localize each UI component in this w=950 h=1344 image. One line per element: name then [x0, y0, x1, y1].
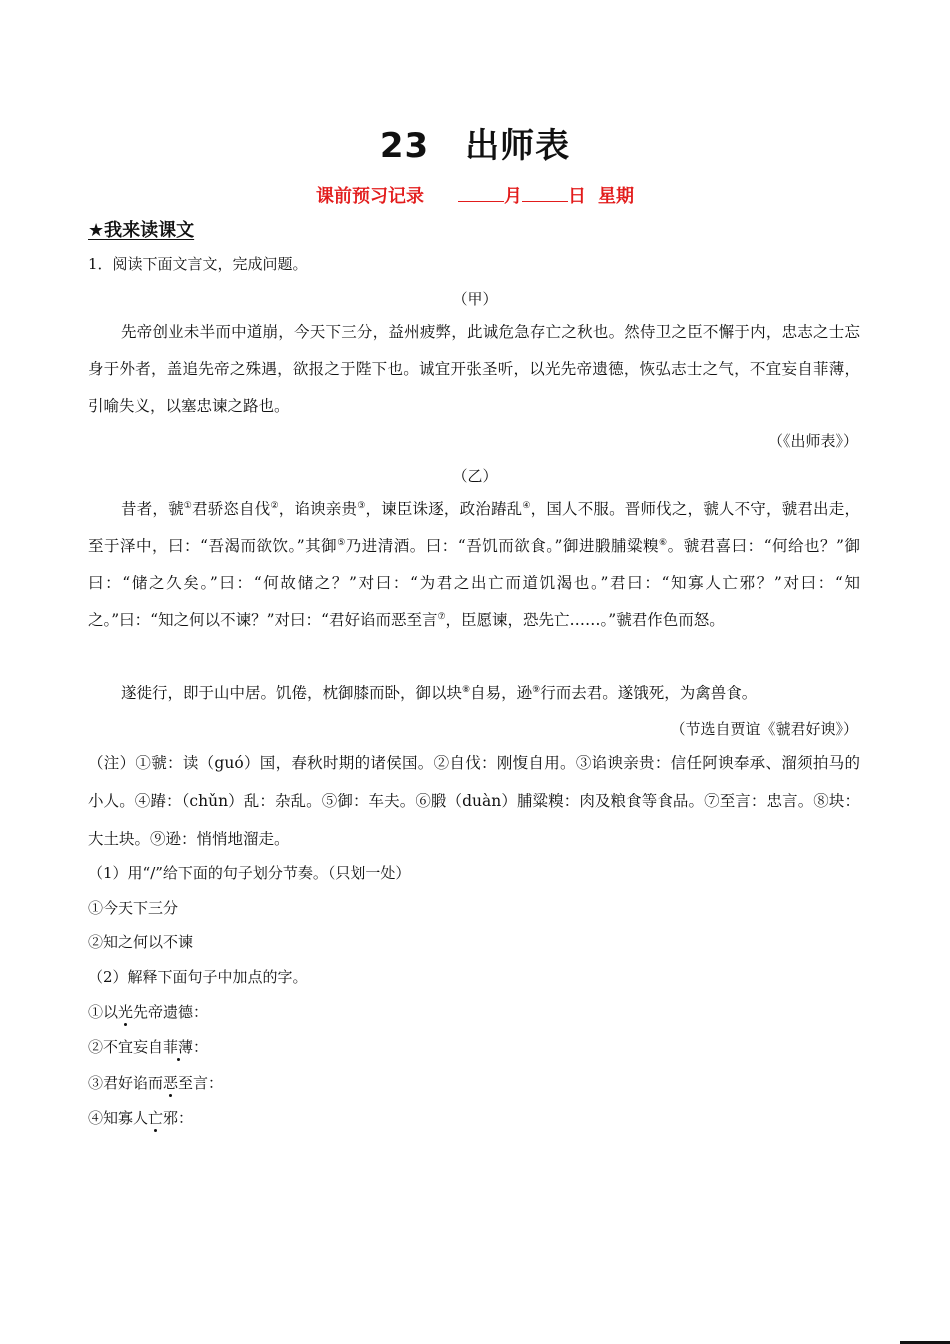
dotted-character: 光 [118, 1003, 134, 1021]
page-title [0, 118, 950, 167]
note-ref: ⑦ [437, 612, 446, 622]
day-label: 日 [568, 186, 586, 207]
subquestion-2-item: ②不宜妄自菲薄： [88, 1038, 209, 1056]
note-ref: ③ [357, 501, 366, 511]
month-blank [458, 187, 504, 202]
note-ref: ⑨ [532, 685, 541, 695]
note-ref: ⑤ [337, 538, 346, 548]
lesson-title: 出师表 [465, 126, 571, 166]
section-heading: ★我来读课文 [88, 220, 195, 241]
question-prompt: 1．阅读下面文言文，完成问题。 [88, 255, 308, 273]
day-blank [522, 187, 568, 202]
week-label: 星期 [598, 186, 634, 207]
note-ref: ⑥ [658, 538, 668, 548]
passage-yi-source: （节选自贾谊《虢君好谀》） [670, 720, 858, 738]
note-ref: ④ [522, 501, 531, 511]
subquestion-2-item: ④知寡人亡邪： [88, 1109, 194, 1127]
passage-yi-label: （乙） [452, 467, 498, 485]
passage-jia-source: （《出师表》） [767, 432, 858, 450]
dotted-character: 恶 [163, 1074, 179, 1092]
subquestion-1-item: ②知之何以不谏 [88, 933, 194, 951]
lesson-number: 23 [379, 126, 430, 166]
subquestion-2-item: ③君好谄而恶至言： [88, 1074, 224, 1092]
passage-yi-paragraph-2: 遂徙行，即于山中居。饥倦，枕御膝而卧，御以块⑧自易，逊⑨行而去君。遂饿死，为禽兽食。 [121, 684, 758, 702]
subquestion-2-prompt: （2）解释下面句子中加点的字。 [88, 968, 308, 986]
annotations: （注）①虢：读（guó）国，春秋时期的诸侯国。②自伐：刚愎自用。③谄谀亲贵：信任阿谀奉承、溜须拍马的小人。④踳：（chǔn）乱：杂乱。⑤御：车夫。⑥腶（duàn）脯粱糗：肉及粮食等食品。⑦至言：忠言。⑧块：大土块。⑨逊：悄悄地溜走。 [88, 754, 860, 848]
note-ref: ① [183, 501, 193, 511]
passage-yi-paragraph-1: 昔者，虢①君骄恣自伐②，谄谀亲贵③，谏臣诛逐，政治踳乱④，国人不服。晋师伐之，虢人不守，虢君出走，至于泽中，曰：“吾渴而欲饮。”其御⑤乃进清酒。曰：“吾饥而欲食。”御进腶脯粱糗⑥。虢君喜曰：“何给也？”御曰：“储之久矣。”曰：“何故储之？”对曰：“为君之出亡而道饥渴也。”君曰：“知寡人亡邪？”对曰：“知之。”曰：“知之何以不谏？”对曰：“君好谄而恶至言⑦，臣愿谏，恐先亡……。”虢君作色而怒。 [88, 500, 860, 629]
preview-record-label: 课前预习记录 [316, 186, 424, 207]
preview-record-line [0, 182, 950, 208]
passage-jia-text: 先帝创业未半而中道崩，今天下三分，益州疲弊，此诚危急存亡之秋也。然侍卫之臣不懈于内，忠志之士忘身于外者，盖追先帝之殊遇，欲报之于陛下也。诚宜开张圣听，以光先帝遗德，恢弘志士之气，不宜妄自菲薄，引喻失义，以塞忠谏之路也。 [88, 323, 860, 415]
dotted-character: 亡 [148, 1109, 164, 1127]
note-ref: ⑧ [462, 685, 471, 695]
subquestion-1-prompt: （1）用“/”给下面的句子划分节奏。（只划一处） [88, 864, 411, 882]
subquestion-2-item: ①以光先帝遗德： [88, 1003, 209, 1021]
dotted-character: 菲薄 [163, 1038, 194, 1056]
note-ref: ② [270, 501, 279, 511]
passage-jia-label: （甲） [452, 290, 498, 308]
month-label: 月 [504, 186, 522, 207]
subquestion-1-item: ①今天下三分 [88, 899, 179, 917]
